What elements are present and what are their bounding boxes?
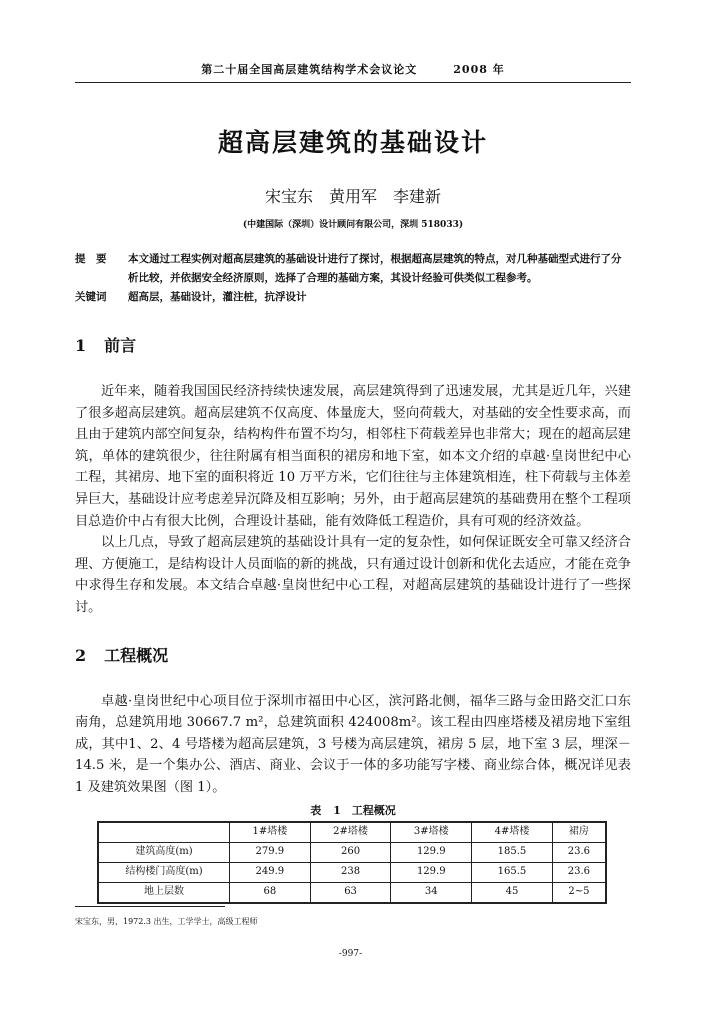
abstract-text: 本文通过工程实例对超高层建筑的基础设计进行了探讨，根据超高层建筑的特点，对几种基础型式进行了分析比较，并依据安全经济原则，选择了合理的基础方案，其设计经验可供类似工程参考。	[128, 253, 622, 284]
cell: 68	[230, 882, 311, 903]
cell: 2~5	[552, 882, 606, 903]
table-row	[98, 862, 606, 882]
cell: 129.9	[391, 842, 472, 862]
cell: 238	[310, 862, 391, 882]
cell: 249.9	[230, 862, 311, 882]
project-overview-table	[97, 821, 607, 904]
header-cell	[98, 822, 230, 843]
page-body	[75, 62, 631, 904]
cell: 63	[310, 882, 391, 903]
section-heading	[75, 645, 631, 667]
cell: 260	[310, 842, 391, 862]
cell: 279.9	[230, 842, 311, 862]
table-row	[98, 882, 606, 903]
running-header	[75, 62, 631, 83]
keywords-label: 关键词	[75, 291, 107, 303]
page-number: -997-	[338, 949, 363, 959]
cell: 129.9	[391, 862, 472, 882]
section-number: 1	[75, 336, 87, 355]
authors: 宋宝东 黄用军 李建新	[264, 187, 441, 206]
conference-name: 第二十届全国高层建筑结构学术会议论文	[201, 63, 418, 76]
header-cell: 3#塔楼	[391, 822, 472, 843]
section-title: 工程概况	[104, 645, 169, 665]
abstract-label: 提 要	[75, 253, 107, 265]
footnote: 宋宝东，男，1972.3 出生，工学学士，高级工程师	[75, 917, 258, 926]
section-number: 2	[75, 645, 87, 665]
section-heading	[75, 335, 631, 357]
header-cell: 裙房	[552, 822, 606, 843]
section-title: 前言	[104, 336, 137, 355]
row-label: 建筑高度(m)	[98, 842, 230, 862]
paragraph: 以上几点，导致了超高层建筑的基础设计具有一定的复杂性，如何保证既安全可靠又经济合理、方便施工，是结构设计人员面临的新的挑战，只有通过设计创新和优化去适应，才能在竞争中求得生存和发展。本文结合卓越·皇岗世纪中心工程，对超高层建筑的基础设计进行了一些探讨。	[75, 535, 631, 615]
paragraph: 近年来，随着我国国民经济持续快速发展，高层建筑得到了迅速发展，尤其是近几年，兴建了很多超高层建筑。超高层建筑不仅高度、体量庞大，竖向荷载大，对基础的安全性要求高，而且由于建筑内部空间复杂，结构构件布置不均匀，相邻柱下荷载差异也非常大；现在的超高层建筑，单体的建筑很少，往往附属有相当面积的裙房和地下室，如本文介绍的卓越·皇岗世纪中心工程，其裙房、地下室的面积将近 10 万平方米，它们往往与主体建筑相连，柱下荷载与主体差异巨大，基础设计应考虑差异沉降及相互影响；另外，由于超高层建筑的基础费用在整个工程项目总造价中占有很大比例，合理设计基础，能有效降低工程造价，具有可观的经济效益。	[75, 384, 631, 529]
header-cell: 4#塔楼	[472, 822, 553, 843]
cell: 23.6	[552, 862, 606, 882]
paper-title: 超高层建筑的基础设计	[217, 128, 488, 157]
paragraph: 卓越·皇岗世纪中心项目位于深圳市福田中心区，滨河路北侧，福华三路与金田路交汇口东南角，总建筑用地 30667.7 m²，总建筑面积 424008m²。该工程由四座塔楼及裙房地下室组成，其中1、2、4 号塔楼为超高层建筑，3 号楼为高层建筑，裙房 5 层，地下室 3 层，埋深－14.5 米，是一个集办公、酒店、商业、会议于一体的多功能写字楼、商业综合体，概况详见表 1 及建筑效果图（图 1）。	[75, 693, 631, 795]
footnote-rule	[75, 906, 225, 907]
cell: 165.5	[472, 862, 553, 882]
keywords-text: 超高层，基础设计，灌注桩，抗浮设计	[128, 291, 307, 303]
cell: 23.6	[552, 842, 606, 862]
row-label: 结构楼门高度(m)	[98, 862, 230, 882]
header-cell: 2#塔楼	[310, 822, 391, 843]
row-label: 地上层数	[98, 882, 230, 903]
header-year: 2008 年	[453, 63, 505, 76]
affiliation: (中建国际（深圳）设计顾问有限公司，深圳 518033)	[242, 220, 464, 230]
table-caption: 表 1 工程概况	[310, 803, 396, 817]
abstract	[75, 250, 631, 288]
table-header-row	[98, 822, 606, 843]
cell: 45	[472, 882, 553, 903]
header-cell: 1#塔楼	[230, 822, 311, 843]
table-row	[98, 842, 606, 862]
cell: 34	[391, 882, 472, 903]
keywords	[75, 288, 631, 307]
cell: 185.5	[472, 842, 553, 862]
